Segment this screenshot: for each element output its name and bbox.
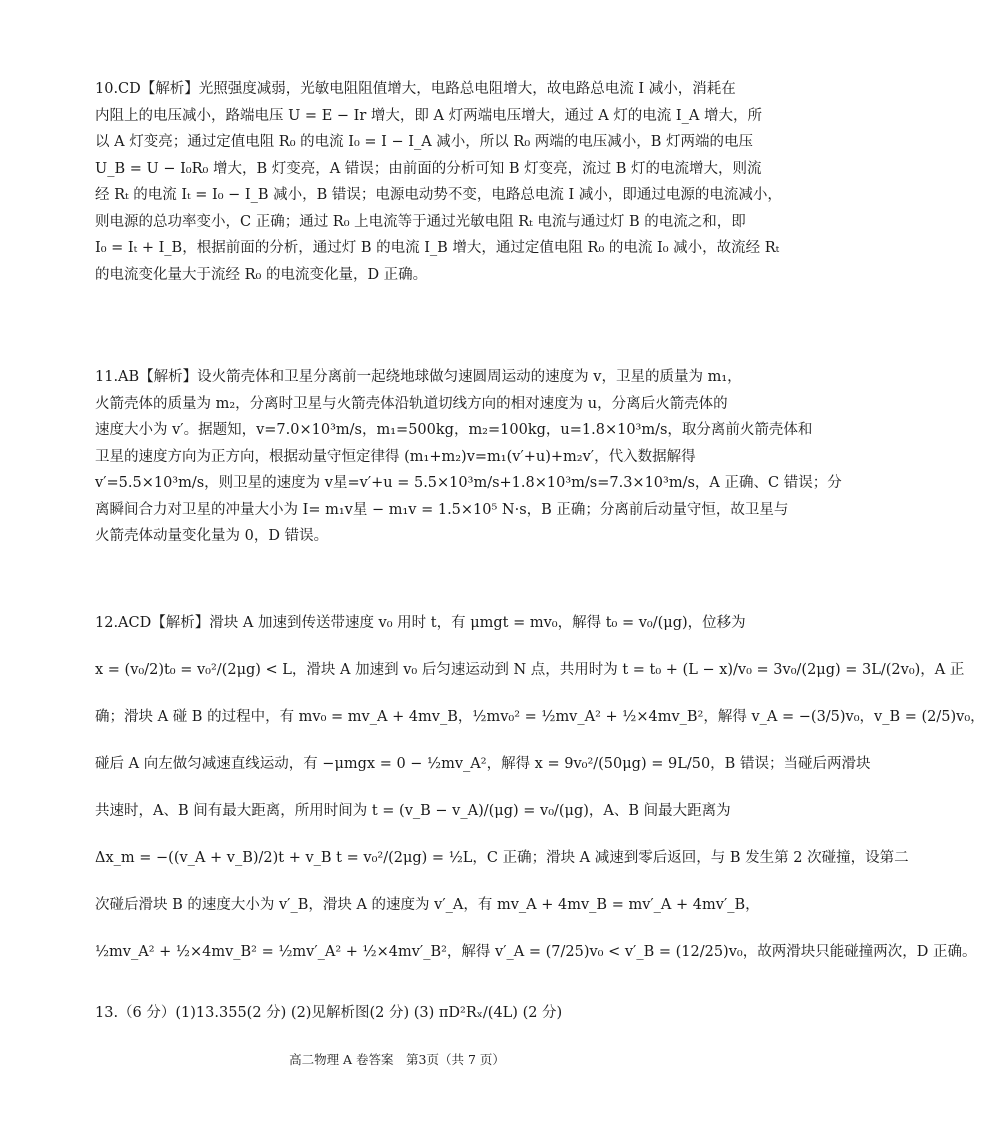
- q12-line: 共速时，A、B 间有最大距离，所用时间为 t = (v_B − v_A)/(μg) = v₀/(μg)，A、B 间最大距离为: [95, 803, 731, 819]
- q10-line: 则电源的总功率变小，C 正确；通过 R₀ 上电流等于通过光敏电阻 Rₜ 电流与通过灯 B 的电流之和，即: [95, 213, 746, 230]
- q11-line: v′=5.5×10³m/s，则卫星的速度为 v星=v′+u = 5.5×10³m/s+1.8×10³m/s=7.3×10³m/s，A 正确、C 错误；分: [95, 475, 842, 491]
- q12-line: x = (v₀/2)t₀ = v₀²/(2μg) < L，滑块 A 加速到 v₀ 后匀速运动到 N 点，共用时为 t = t₀ + (L − x)/v₀ = 3v₀/(2μg) = 3L/(2v₀)，A 正: [95, 662, 965, 678]
- q11-line: 离瞬间合力对卫星的冲量大小为 I= m₁v星 − m₁v = 1.5×10⁵ N·s，B 正确；分离前后动量守恒，故卫星与: [95, 501, 789, 518]
- q12-line: 碰后 A 向左做匀减速直线运动，有 −μmgx = 0 − ½mv_A²，解得 x = 9v₀²/(50μg) = 9L/50，B 错误；当碰后两滑块: [95, 756, 871, 772]
- q11-line: 火箭壳体动量变化量为 0，D 错误。: [95, 528, 329, 544]
- q11-line: 火箭壳体的质量为 m₂，分离时卫星与火箭壳体沿轨道切线方向的相对速度为 u，分离后火箭壳体的: [95, 395, 728, 412]
- q10-line: 10.CD【解析】光照强度减弱，光敏电阻阻值增大，电路总电阻增大，故电路总电流 I 减小，消耗在: [95, 81, 736, 97]
- q11-line: 卫星的速度方向为正方向，根据动量守恒定律得 (m₁+m₂)v=m₁(v′+u)+m₂v′，代入数据解得: [95, 448, 696, 465]
- q10-line: 以 A 灯变亮；通过定值电阻 R₀ 的电流 I₀ = I − I_A 减小，所以 R₀ 两端的电压减小，B 灯两端的电压: [95, 134, 754, 150]
- q12-explanation: [95, 600, 985, 976]
- q10-line: 内阻上的电压减小，路端电压 U = E − Ir 增大，即 A 灯两端电压增大，通过 A 灯的电流 I_A 增大，所: [95, 107, 762, 124]
- q10-line: 经 Rₜ 的电流 Iₜ = I₀ − I_B 减小，B 错误；电源电动势不变，电路总电流 I 减小，即通过电源的电流减小，: [95, 187, 782, 203]
- q10-line: U_B = U − I₀R₀ 增大，B 灯变亮，A 错误；由前面的分析可知 B 灯变亮，流过 B 灯的电流增大，则流: [95, 160, 762, 177]
- q13-answer: [95, 1000, 707, 1027]
- q11-explanation: [95, 364, 842, 550]
- q10-line: 的电流变化量大于流经 R₀ 的电流变化量，D 正确。: [95, 266, 428, 283]
- q11-line: 速度大小为 v′。据题知，v=7.0×10³m/s，m₁=500kg，m₂=100kg，u=1.8×10³m/s，取分离前火箭壳体和: [95, 422, 813, 438]
- q12-line: 确；滑块 A 碰 B 的过程中，有 mv₀ = mv_A + 4mv_B，½mv₀² = ½mv_A² + ½×4mv_B²，解得 v_A = −(3/5)v₀，v_B = (2/5)v₀，: [95, 709, 985, 725]
- q11-line: 11.AB【解析】设火箭壳体和卫星分离前一起绕地球做匀速圆周运动的速度为 v，卫星的质量为 m₁，: [95, 369, 742, 385]
- q10-line: I₀ = Iₜ + I_B，根据前面的分析，通过灯 B 的电流 I_B 增大，通过定值电阻 R₀ 的电流 I₀ 减小，故流经 Rₜ: [95, 240, 780, 256]
- q12-line: 次碰后滑块 B 的速度大小为 v′_B，滑块 A 的速度为 v′_A，有 mv_A + 4mv_B = mv′_A + 4mv′_B，: [95, 897, 760, 913]
- q12-line: Δx_m = −((v_A + v_B)/2)t + v_B t = v₀²/(2μg) = ½L，C 正确；滑块 A 减速到零后返回，与 B 发生第 2 次碰撞，设第二: [95, 850, 909, 866]
- q13-line: 13.（6 分）(1)13.355(2 分) (2)见解析图(2 分) (3) πD²Rₓ/(4L) (2 分): [95, 1005, 563, 1021]
- q10-explanation: [95, 76, 782, 288]
- q12-line: 12.ACD【解析】滑块 A 加速到传送带速度 v₀ 用时 t，有 μmgt = mv₀，解得 t₀ = v₀/(μg)，位移为: [95, 615, 746, 631]
- q12-line: ½mv_A² + ½×4mv_B² = ½mv′_A² + ½×4mv′_B²，解得 v′_A = (7/25)v₀ < v′_B = (12/25)v₀，故两滑块只能碰撞两次，D 正确。: [95, 944, 977, 960]
- page-footer: 高二物理 A 卷答案 第3页（共 7 页）: [289, 1052, 505, 1067]
